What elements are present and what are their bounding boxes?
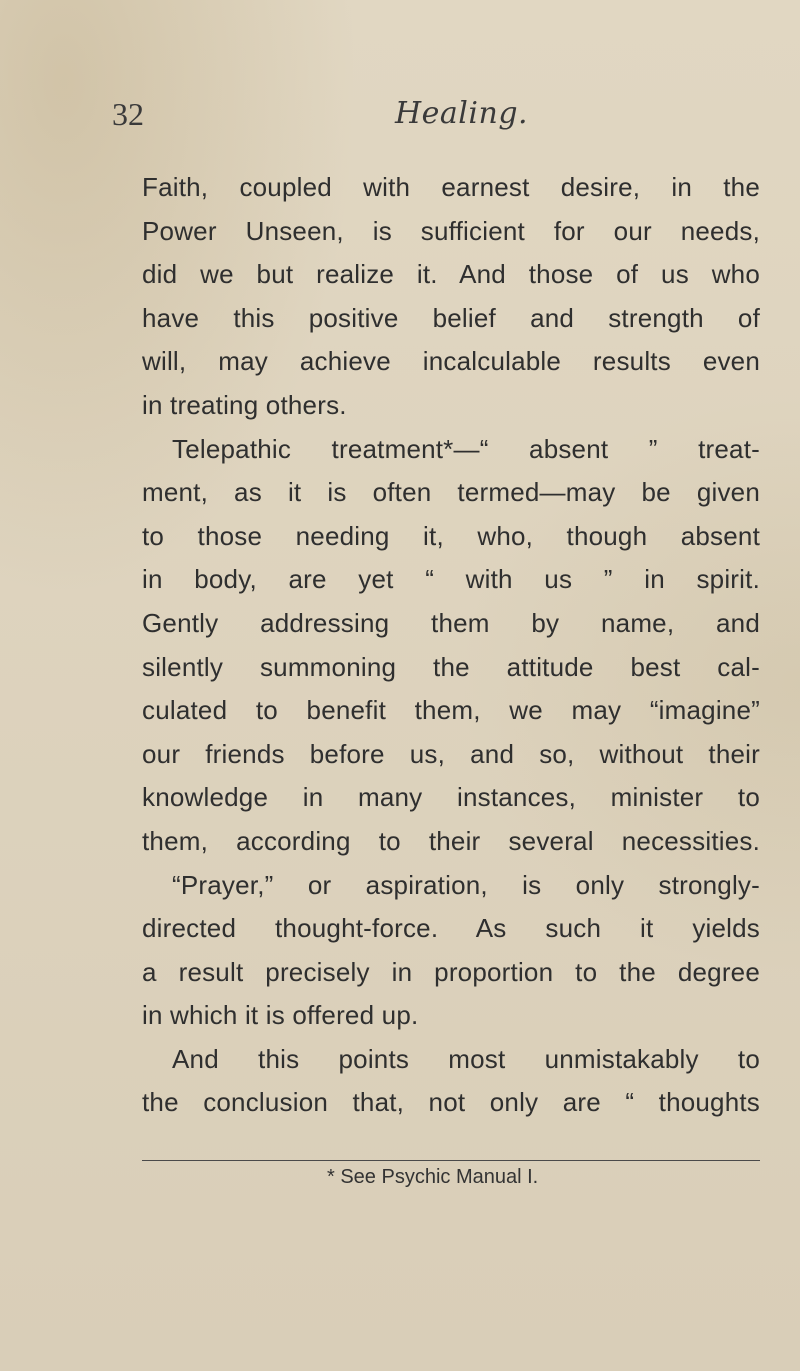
text-line: And this points most unmistakably to: [172, 1043, 760, 1074]
text-line: culated to benefit them, we may “imagine”: [142, 695, 760, 726]
text-line: a result precisely in proportion to the degree: [142, 956, 760, 987]
text-line: them, according to their several necessities.: [142, 825, 760, 856]
text-line: in body, are yet “ with us ” in spirit.: [142, 564, 760, 595]
text-line: did we but realize it. And those of us who: [142, 259, 760, 290]
page-number: 32: [112, 96, 144, 132]
text-line: “Prayer,” or aspiration, is only strongly-: [172, 869, 760, 900]
text-line: in which it is offered up.: [142, 1000, 419, 1031]
page-header: [112, 96, 672, 146]
text-line: Power Unseen, is sufficient for our needs,: [142, 215, 760, 246]
footnote: * See Psychic Manual I.: [327, 1166, 539, 1188]
text-line: Gently addressing them by name, and: [142, 607, 760, 638]
text-line: Telepathic treatment*—“ absent ” treat-: [172, 433, 760, 464]
text-line: ment, as it is often termed—may be given: [142, 477, 760, 508]
running-title: Healing.: [395, 96, 529, 131]
text-line: silently summoning the attitude best cal-: [142, 651, 760, 682]
text-line: have this positive belief and strength of: [142, 302, 760, 333]
text-line: Faith, coupled with earnest desire, in the: [142, 172, 760, 202]
text-line: will, may achieve incalculable results even: [142, 346, 760, 377]
text-line: the conclusion that, not only are “ thoughts: [142, 1087, 760, 1118]
text-line: knowledge in many instances, minister to: [142, 782, 760, 813]
text-line: in treating others.: [142, 389, 347, 420]
body-text: [142, 166, 760, 1125]
text-line: our friends before us, and so, without their: [142, 738, 760, 769]
text-line: to those needing it, who, though absent: [142, 520, 760, 551]
text-line: directed thought-force. As such it yields: [142, 913, 760, 944]
footnote-rule: [142, 1160, 760, 1161]
